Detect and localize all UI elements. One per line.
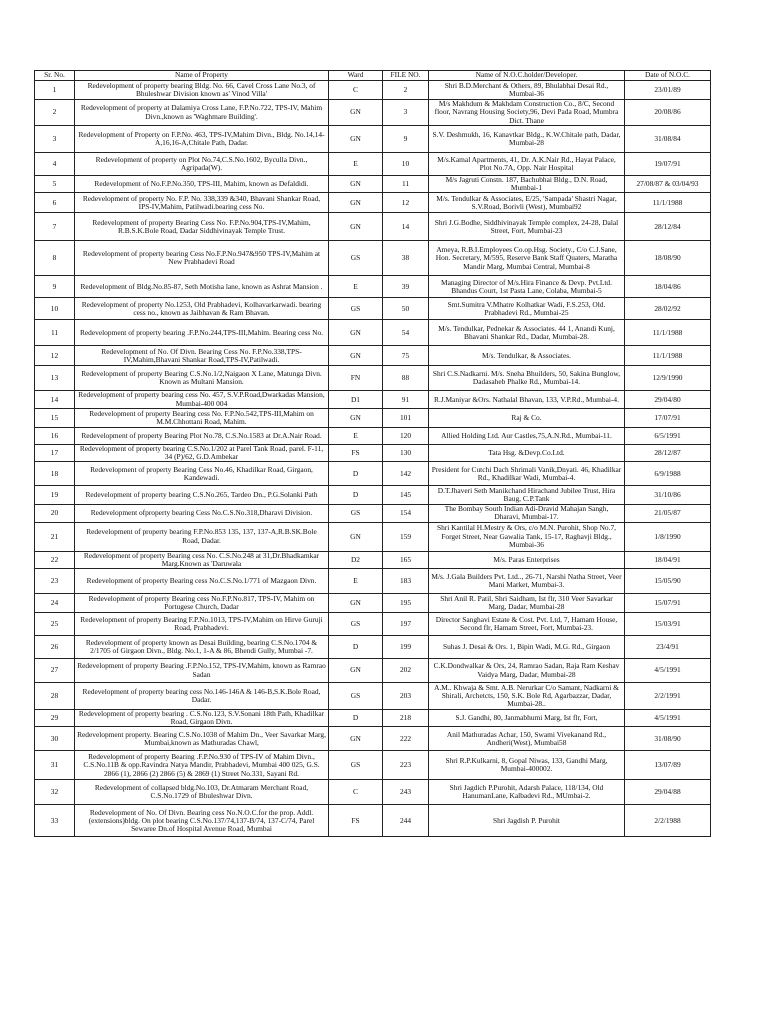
- noc-date-cell: 4/5/1991: [625, 710, 711, 727]
- header-property-name: Name of Property: [75, 71, 329, 81]
- table-row: [35, 522, 711, 551]
- noc-register-table: [34, 70, 711, 837]
- table-row: [35, 276, 711, 298]
- noc-date-cell: 21/05/87: [625, 505, 711, 522]
- property-name-cell: Redevelopment of property Bearing F.P.No.1013, TPS-IV,Mahim on Hirve Guruji Road, Prabhadevi.: [75, 613, 329, 636]
- noc-holder-cell: A.M.. Khwaja & Smt. A.B. Nerurkar C/o Samant, Nadkarni & Shirali, Archetcts, 150, S.K. Bole Rd, Agarbazzar, Dadar, Mumbai-28..: [429, 683, 625, 710]
- property-name-cell: Redevelopment of property bearing Bldg. No. 66, Cavel Cross Lane No.3, of Bhuleshwar Division known as' Vinod Villa': [75, 81, 329, 100]
- sr-no-cell: 15: [35, 408, 75, 427]
- sr-no-cell: 27: [35, 659, 75, 683]
- file-no-cell: 88: [383, 366, 429, 391]
- file-no-cell: 14: [383, 213, 429, 241]
- table-row: [35, 780, 711, 805]
- noc-holder-cell: M/s Makhdum & Makhdam Construction Co., 8/C, Second floor, Navrang Housing Society,96, Devi Pada Road, Mumbra Dict. Thane: [429, 100, 625, 126]
- ward-cell: E: [329, 427, 383, 444]
- ward-cell: GN: [329, 727, 383, 751]
- file-no-cell: 75: [383, 346, 429, 366]
- noc-date-cell: 4/5/1991: [625, 659, 711, 683]
- ward-cell: E: [329, 569, 383, 594]
- file-no-cell: 11: [383, 176, 429, 193]
- noc-date-cell: 28/12/87: [625, 444, 711, 461]
- noc-date-cell: 31/08/84: [625, 126, 711, 153]
- file-no-cell: 183: [383, 569, 429, 594]
- sr-no-cell: 12: [35, 346, 75, 366]
- noc-date-cell: 18/08/90: [625, 241, 711, 276]
- noc-holder-cell: Director Sanghavi Estate & Cost. Pvt. Ltd, 7, Hamam House, Second flr, Hamam Street, Fort, Mumbai-23.: [429, 613, 625, 636]
- sr-no-cell: 21: [35, 522, 75, 551]
- table-row: [35, 805, 711, 837]
- file-no-cell: 50: [383, 298, 429, 320]
- file-no-cell: 159: [383, 522, 429, 551]
- table-row: [35, 486, 711, 505]
- ward-cell: D2: [329, 551, 383, 568]
- noc-date-cell: 29/04/88: [625, 780, 711, 805]
- table-row: [35, 241, 711, 276]
- property-name-cell: Redevelopment of property Bearing Plot No.78, C.S.No.1583 at Dr.A.Nair Road.: [75, 427, 329, 444]
- property-name-cell: Redevelopment of property No. F.P. No. 338,339 &340, Bhavani Shankar Road, IPS-IV,Mahim, Patilwadi.bearing cess No.: [75, 193, 329, 213]
- noc-holder-cell: M/s. Tendulkar & Associates, E/25, 'Sampada' Shastri Nagar, S.V.Road, Borivli (West), Mumbai92: [429, 193, 625, 213]
- noc-holder-cell: Shri B.D.Merchant & Others, 89, Bhulabhai Desai Rd., Mumbai-36: [429, 81, 625, 100]
- noc-holder-cell: Tata Hsg. &Devp.Co.Ltd.: [429, 444, 625, 461]
- sr-no-cell: 25: [35, 613, 75, 636]
- table-row: [35, 594, 711, 613]
- sr-no-cell: 23: [35, 569, 75, 594]
- noc-holder-cell: R.J.Maniyar &Ors. Nathalal Bhavan, 133, V.P.Rd., Mumbai-4.: [429, 391, 625, 408]
- ward-cell: C: [329, 81, 383, 100]
- sr-no-cell: 26: [35, 636, 75, 659]
- property-name-cell: Redevelopment of property bearing Cess No.F.P.No.947&950 TPS-IV,Mahim at New Prabhadevi Road: [75, 241, 329, 276]
- noc-holder-cell: D.T.Jhaveri Seth Manikchand Hirachand Jubilee Trust, Hira Baug, C.P.Tank: [429, 486, 625, 505]
- ward-cell: GN: [329, 126, 383, 153]
- table-row: [35, 366, 711, 391]
- sr-no-cell: 6: [35, 193, 75, 213]
- noc-date-cell: 28/02/92: [625, 298, 711, 320]
- noc-date-cell: 17/07/91: [625, 408, 711, 427]
- table-row: [35, 427, 711, 444]
- sr-no-cell: 18: [35, 462, 75, 486]
- file-no-cell: 154: [383, 505, 429, 522]
- sr-no-cell: 1: [35, 81, 75, 100]
- sr-no-cell: 13: [35, 366, 75, 391]
- file-no-cell: 199: [383, 636, 429, 659]
- ward-cell: GN: [329, 193, 383, 213]
- table-row: [35, 153, 711, 176]
- file-no-cell: 244: [383, 805, 429, 837]
- sr-no-cell: 19: [35, 486, 75, 505]
- noc-holder-cell: C.K.Dondwalkar & Ors, 24, Ramrao Sadan, Raja Ram Keshav Vaidya Marg, Dadar, Mumbai-28: [429, 659, 625, 683]
- property-name-cell: Redevelopment of property bearing . C.S.No.123, S.V.Sonani 18th Path, Khadilkar Road, Girgaon Divn.: [75, 710, 329, 727]
- property-name-cell: Redevelopment of No. Of Divn. Bearing Cess No. F.P.No.338,TPS-IV,Mahim,Bhavani Shankar Road,TPS-IV,Patilwadi.: [75, 346, 329, 366]
- noc-date-cell: 15/05/90: [625, 569, 711, 594]
- property-name-cell: Redevelopment of property at Dalamiya Cross Lane, F.P.No.722, TPS-IV, Mahim Divn.,known as 'Waghmare Building'.: [75, 100, 329, 126]
- header-sr-no: Sr. No.: [35, 71, 75, 81]
- property-name-cell: Redevelopment of property bearing C.S.No.1/202 at Parel Tank Road, parel. F-11, 34 (P)/62, G.D.Ambekar: [75, 444, 329, 461]
- ward-cell: D: [329, 710, 383, 727]
- file-no-cell: 12: [383, 193, 429, 213]
- sr-no-cell: 5: [35, 176, 75, 193]
- ward-cell: E: [329, 153, 383, 176]
- property-name-cell: Redevelopment of property bearing cess No. 457, S.V.P.Road,Dwarkadas Mansion, Mumbai-400 004: [75, 391, 329, 408]
- ward-cell: D1: [329, 391, 383, 408]
- noc-date-cell: 23/4/91: [625, 636, 711, 659]
- noc-date-cell: 6/5/1991: [625, 427, 711, 444]
- noc-date-cell: 18/04/86: [625, 276, 711, 298]
- sr-no-cell: 22: [35, 551, 75, 568]
- property-name-cell: Redevelopment of No. Of Divn. Bearing cess No.N.O.C.for the prop. Addl.(extensions)bldg. On plot bearing C.S.No.137/74,137-B/74, 137-C/74, Parel Sewaree Dn.of Hospital Avenue Road, Mumbai: [75, 805, 329, 837]
- header-file-no: FILE NO.: [383, 71, 429, 81]
- noc-holder-cell: Managing Director of M/s.Hira Finance & Devp. Pvt.Ltd. Bhandus Court, 1st Pasta Lane, Colaba, Mumbai-5: [429, 276, 625, 298]
- noc-date-cell: 27/08/87 & 03/04/93: [625, 176, 711, 193]
- table-row: [35, 81, 711, 100]
- file-no-cell: 9: [383, 126, 429, 153]
- ward-cell: GN: [329, 176, 383, 193]
- sr-no-cell: 28: [35, 683, 75, 710]
- noc-holder-cell: Shri R.P.Kulkarni, 8, Gopal Niwas, 133, Gandhi Marg, Mumbai-400002.: [429, 751, 625, 780]
- noc-date-cell: 23/01/89: [625, 81, 711, 100]
- table-row: [35, 683, 711, 710]
- property-name-cell: Redevelopment of property Bearing cess No.C.S.No.1/771 of Mazgaon Divn.: [75, 569, 329, 594]
- noc-holder-cell: S.J. Gandhi, 80, Janmabhumi Marg, Ist flr, Fort,: [429, 710, 625, 727]
- sr-no-cell: 8: [35, 241, 75, 276]
- file-no-cell: 2: [383, 81, 429, 100]
- table-row: [35, 462, 711, 486]
- file-no-cell: 203: [383, 683, 429, 710]
- file-no-cell: 101: [383, 408, 429, 427]
- table-row: [35, 751, 711, 780]
- noc-date-cell: 13/07/89: [625, 751, 711, 780]
- noc-holder-cell: Shri J.G.Bodhe, Siddhivinayak Temple complex, 24-28, Dalal Street, Fort, Mumbai-23: [429, 213, 625, 241]
- table-row: [35, 505, 711, 522]
- noc-date-cell: 31/08/90: [625, 727, 711, 751]
- sr-no-cell: 7: [35, 213, 75, 241]
- noc-holder-cell: M/s. J.Gala Builders Pvt. Ltd.., 26-71, Narshi Natha Street, Veer Mani Market, Mumbai-3.: [429, 569, 625, 594]
- noc-holder-cell: S.V. Deshmukh, 16, Kanavtkar Bldg., K.W.Chitale path, Dadar, Mumbai-28: [429, 126, 625, 153]
- property-name-cell: Redevelopment of property Bearing cess No.F.P.No.817, TPS-IV, Mahim on Portugese Church, Dadar: [75, 594, 329, 613]
- property-name-cell: Redevelopment of property Bearing Cess No. F.P.No.904,TPS-IV,Mahim, R.B.S.K.Bole Road, Dadar Siddhivinayak Temple Trust.: [75, 213, 329, 241]
- noc-date-cell: 15/07/91: [625, 594, 711, 613]
- file-no-cell: 218: [383, 710, 429, 727]
- file-no-cell: 195: [383, 594, 429, 613]
- noc-holder-cell: M/s. Tendulkar, & Associates.: [429, 346, 625, 366]
- ward-cell: GN: [329, 522, 383, 551]
- noc-date-cell: 11/1/1988: [625, 320, 711, 346]
- table-row: [35, 636, 711, 659]
- ward-cell: GN: [329, 346, 383, 366]
- ward-cell: FS: [329, 444, 383, 461]
- sr-no-cell: 29: [35, 710, 75, 727]
- property-name-cell: Redevelopment of property bearing F.P.No.853 135, 137, 137-A,R.B.SK.Bole Road, Dadar.: [75, 522, 329, 551]
- ward-cell: GS: [329, 613, 383, 636]
- sr-no-cell: 31: [35, 751, 75, 780]
- sr-no-cell: 30: [35, 727, 75, 751]
- property-name-cell: Redevelopment of Bldg.No.85-87, Seth Motisha lane, known as Ashrat Mansion .: [75, 276, 329, 298]
- ward-cell: GN: [329, 594, 383, 613]
- table-row: [35, 176, 711, 193]
- property-name-cell: Redevelopment of property bearing cess No.146-146A & 146-B,S.K.Bole Road, Dadar.: [75, 683, 329, 710]
- sr-no-cell: 10: [35, 298, 75, 320]
- noc-holder-cell: Allied Holding Ltd. Aur Castles,75,A.N.Rd., Mumbai-11.: [429, 427, 625, 444]
- property-name-cell: Redevelopment of Property on F.P.No. 463, TPS-IV,Mahim Divn., Bldg. No.14,14-A,16,16-A,Chitale Path, Dadar.: [75, 126, 329, 153]
- file-no-cell: 223: [383, 751, 429, 780]
- ward-cell: GS: [329, 683, 383, 710]
- property-name-cell: Redevelopment ofproperty bearing Cess No.C.S.No.318,Dharavi Division.: [75, 505, 329, 522]
- file-no-cell: 3: [383, 100, 429, 126]
- noc-holder-cell: Ameya, R.B.I.Employees Co.op.Hsg. Society., C/o C.J.Sane, Hon. Secretary, M/595, Reserve Bank Staff Quaters, Maratha Mandir Marg, Mumbai Central, Mumbai-8: [429, 241, 625, 276]
- ward-cell: D: [329, 486, 383, 505]
- header-noc-date: Date of N.O.C.: [625, 71, 711, 81]
- noc-holder-cell: Suhas J. Desai & Ors. 1, Bipin Wadi, M.G. Rd., Girgaon: [429, 636, 625, 659]
- ward-cell: E: [329, 276, 383, 298]
- table-row: [35, 346, 711, 366]
- file-no-cell: 91: [383, 391, 429, 408]
- file-no-cell: 39: [383, 276, 429, 298]
- sr-no-cell: 24: [35, 594, 75, 613]
- file-no-cell: 197: [383, 613, 429, 636]
- noc-holder-cell: Shri Kantilal H.Mestry & Ors, c/o M.N. Purohit, Shop No.7, Forget Street, Near Gawalia Tank, 15-17, Raghavji Bldg., Mumbai-36: [429, 522, 625, 551]
- table-row: [35, 391, 711, 408]
- ward-cell: D: [329, 462, 383, 486]
- file-no-cell: 145: [383, 486, 429, 505]
- noc-date-cell: 20/08/86: [625, 100, 711, 126]
- noc-date-cell: 28/12/84: [625, 213, 711, 241]
- file-no-cell: 142: [383, 462, 429, 486]
- table-row: [35, 727, 711, 751]
- ward-cell: GS: [329, 241, 383, 276]
- property-name-cell: Redevelopment of collapsed bldg.No.103, Dr.Atmaram Merchant Road, C.S.No.1729 of Bhuleshwar Divn.: [75, 780, 329, 805]
- property-name-cell: Redevelopment of property Bearing cess No. F.P.No.542,TPS-III,Mahim on M.M.Chhottani Road, Mahim.: [75, 408, 329, 427]
- sr-no-cell: 11: [35, 320, 75, 346]
- noc-date-cell: 15/03/91: [625, 613, 711, 636]
- ward-cell: FS: [329, 805, 383, 837]
- table-row: [35, 551, 711, 568]
- noc-date-cell: 31/10/86: [625, 486, 711, 505]
- property-name-cell: Redevelopment of property Bearing Cess No.46, Khadilkar Road, Girgaon, Kandewadi.: [75, 462, 329, 486]
- noc-date-cell: 6/9/1988: [625, 462, 711, 486]
- property-name-cell: Redevelopment of No.F.P.No.350, TPS-III, Mahim, known as Defaldidi.: [75, 176, 329, 193]
- property-name-cell: Redevelopment of property known as Desai Building, bearing C.S.No.1704 & 2/1705 of Girgaon Divn., Bldg. No.1, 1-A & 86, Bhendi Gully, Mumbai -7.: [75, 636, 329, 659]
- ward-cell: GS: [329, 298, 383, 320]
- noc-date-cell: 1/8/1990: [625, 522, 711, 551]
- noc-holder-cell: M/s. Tendulkar, Pednekar & Associates. 44 1, Anandi Kunj, Bhavani Shankar Rd., Dadar, Mumbai-28.: [429, 320, 625, 346]
- noc-date-cell: 2/2/1988: [625, 805, 711, 837]
- sr-no-cell: 9: [35, 276, 75, 298]
- table-row: [35, 298, 711, 320]
- noc-date-cell: 11/1/1988: [625, 346, 711, 366]
- file-no-cell: 54: [383, 320, 429, 346]
- noc-holder-cell: President for Cutchi Dach Shrimali Vanik,Dnyati. 46, Khadilkar Rd., Khadilkar Wadi, Mumbai-4.: [429, 462, 625, 486]
- noc-date-cell: 29/04/80: [625, 391, 711, 408]
- ward-cell: GN: [329, 659, 383, 683]
- table-row: [35, 659, 711, 683]
- ward-cell: D: [329, 636, 383, 659]
- table-body: [35, 81, 711, 837]
- noc-holder-cell: Anil Mathuradas Achar, 150, Swami Vivekanand Rd., Andheri(West), Mumbai58: [429, 727, 625, 751]
- property-name-cell: Redevelopment of property Bearing cess No. C.S.No.248 at 31,Dr.Bhadkamkar Marg.Known as 'Daruwala: [75, 551, 329, 568]
- sr-no-cell: 32: [35, 780, 75, 805]
- noc-date-cell: 18/04/91: [625, 551, 711, 568]
- table-row: [35, 100, 711, 126]
- table-row: [35, 320, 711, 346]
- property-name-cell: Redevelopment of property bearing .F.P.No.244,TPS-III,Mahim. Bearing cess No.: [75, 320, 329, 346]
- table-row: [35, 444, 711, 461]
- property-name-cell: Redevelopment of property on Plot No.74,C.S.No.1602, Byculla Divn., Agripada(W).: [75, 153, 329, 176]
- table-row: [35, 613, 711, 636]
- ward-cell: GS: [329, 751, 383, 780]
- noc-holder-cell: M/s. Paras Enterprises: [429, 551, 625, 568]
- ward-cell: C: [329, 780, 383, 805]
- table-row: [35, 710, 711, 727]
- property-name-cell: Redevelopment of property Bearing .F.P.No.930 of TPS-IV of Mahim Divn., C.S.No.11B & opp.Ravindra Natya Mandir, Prabhadevi, Mumbai 400 025, G.S. 2866 (1), 2866 (2) 2866 (5) & 2869 (1) Street No.331, Sayani Rd.: [75, 751, 329, 780]
- noc-table-container: [34, 70, 710, 837]
- ward-cell: GS: [329, 505, 383, 522]
- sr-no-cell: 3: [35, 126, 75, 153]
- sr-no-cell: 33: [35, 805, 75, 837]
- property-name-cell: Redevelopment of property Bearing C.S.No.1/2,Naigaon X Lane, Matunga Divn. Known as Multani Mansion.: [75, 366, 329, 391]
- ward-cell: GN: [329, 320, 383, 346]
- property-name-cell: Redevelopment of property bearing C.S.No.265, Tardeo Dn., P.G.Solanki Path: [75, 486, 329, 505]
- noc-holder-cell: Shri C.S.Nadkarni. M/s. Sneha Bhuilders, 50, Sakina Bunglow, Dadasaheb Phalke Rd., Mumbai-14.: [429, 366, 625, 391]
- noc-date-cell: 19/07/91: [625, 153, 711, 176]
- noc-date-cell: 2/2/1991: [625, 683, 711, 710]
- noc-holder-cell: Shri Jagdish P. Purohit: [429, 805, 625, 837]
- table-row: [35, 126, 711, 153]
- noc-holder-cell: Shri Jagdich P.Purohit, Adarsh Palace, 118/134, Old HanumanLane, Kalbadevi Rd., MUmbai-2.: [429, 780, 625, 805]
- noc-date-cell: 11/1/1988: [625, 193, 711, 213]
- file-no-cell: 165: [383, 551, 429, 568]
- file-no-cell: 130: [383, 444, 429, 461]
- file-no-cell: 120: [383, 427, 429, 444]
- file-no-cell: 222: [383, 727, 429, 751]
- ward-cell: GN: [329, 213, 383, 241]
- ward-cell: FN: [329, 366, 383, 391]
- sr-no-cell: 17: [35, 444, 75, 461]
- table-row: [35, 213, 711, 241]
- noc-holder-cell: The Bombay South Indian Adi-Dravid Mahajan Sangh, Dharavi, Mumbai-17.: [429, 505, 625, 522]
- noc-holder-cell: M/s Jagruti Constn. 187, Bachubhai Bldg., D.N. Road, Mumbai-1: [429, 176, 625, 193]
- noc-date-cell: 12/9/1990: [625, 366, 711, 391]
- file-no-cell: 10: [383, 153, 429, 176]
- property-name-cell: Redevelopment of property No.1253, Old Prabhadevi, Kolhavarkarwadi. bearing cess no., known as Jaibhavan & Ram Bhavan.: [75, 298, 329, 320]
- table-row: [35, 569, 711, 594]
- noc-holder-cell: Shri Anil R. Patil, Shri Saidham, Ist flr, 310 Veer Savarkar Marg, Dadar, Mumbai-28: [429, 594, 625, 613]
- file-no-cell: 202: [383, 659, 429, 683]
- sr-no-cell: 2: [35, 100, 75, 126]
- header-ward: Ward: [329, 71, 383, 81]
- property-name-cell: Redevelopment of property Bearing .F.P.No.152, TPS-IV,Mahim, known as Ramrao Sadan: [75, 659, 329, 683]
- noc-holder-cell: M/s.Kamal Apartments, 41, Dr. A.K.Nair Rd., Hayat Palace, Plot No.7A, Opp. Nair Hospital: [429, 153, 625, 176]
- noc-holder-cell: Raj & Co.: [429, 408, 625, 427]
- header-noc-holder: Name of N.O.C.holder/Developer.: [429, 71, 625, 81]
- property-name-cell: Redevelopment property. Bearing C.S.No.1038 of Mahim Dn., Veer Savarkar Marg, Mumbai,known as Mathuradas Chawl,: [75, 727, 329, 751]
- table-row: [35, 408, 711, 427]
- noc-holder-cell: Smt.Sumitra V.Mhatre Kolhatkar Wadi, F.S.253, Old. Prabhadevi Rd., Mumbai-25: [429, 298, 625, 320]
- ward-cell: GN: [329, 100, 383, 126]
- sr-no-cell: 16: [35, 427, 75, 444]
- file-no-cell: 243: [383, 780, 429, 805]
- ward-cell: GN: [329, 408, 383, 427]
- sr-no-cell: 14: [35, 391, 75, 408]
- table-row: [35, 193, 711, 213]
- table-header-row: [35, 71, 711, 81]
- sr-no-cell: 20: [35, 505, 75, 522]
- file-no-cell: 38: [383, 241, 429, 276]
- sr-no-cell: 4: [35, 153, 75, 176]
